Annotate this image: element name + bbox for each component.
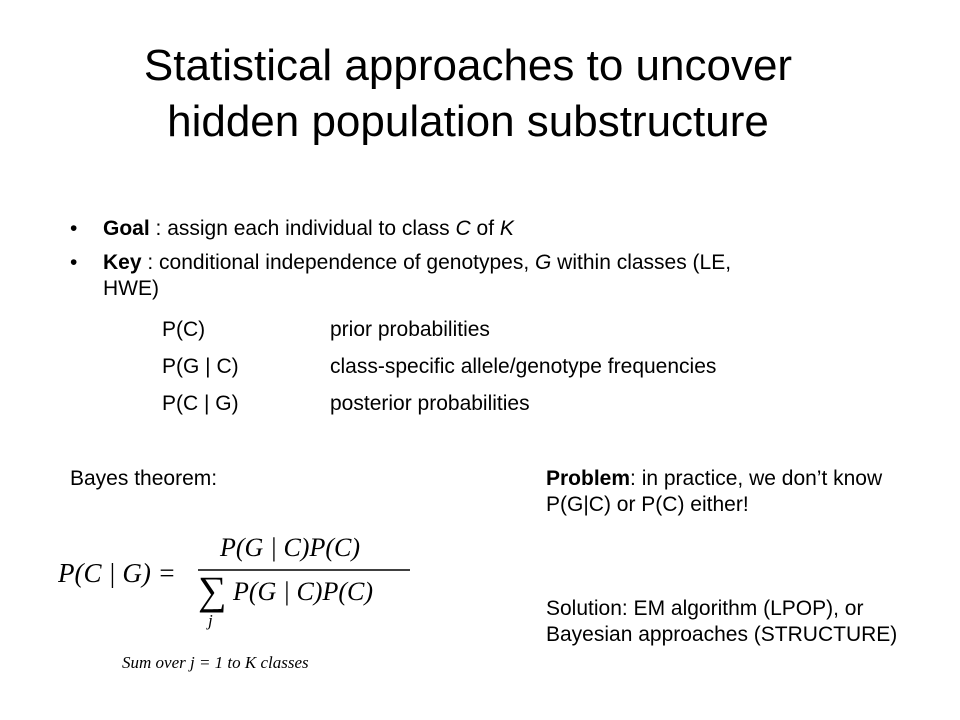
goal-var-k: K	[499, 217, 514, 240]
bullet-dot: •	[70, 217, 78, 240]
bullet-dot: •	[70, 251, 78, 274]
definition-row	[162, 354, 716, 391]
goal-text-b: of	[470, 217, 500, 240]
sum-symbol: ∑	[198, 568, 227, 613]
formula-svg	[58, 522, 418, 632]
slide-title	[0, 38, 936, 150]
definition-desc: class-specific allele/genotype frequencies	[330, 355, 717, 378]
definition-row	[162, 317, 716, 354]
definition-list	[162, 317, 716, 428]
key-var-g: G	[535, 251, 552, 274]
bullet-key	[70, 250, 930, 302]
bullet-goal	[70, 216, 930, 242]
bayes-formula	[58, 522, 418, 632]
definition-term: P(G | C)	[162, 355, 239, 378]
title-line-1: Statistical approaches to uncover	[143, 41, 793, 90]
solution-note: Solution: EM algorithm (LPOP), or Bayesian approaches (STRUCTURE)	[546, 597, 898, 646]
title-line-2: hidden population substructure	[167, 97, 769, 146]
definition-desc: prior probabilities	[330, 318, 490, 341]
problem-note	[546, 466, 906, 518]
key-text-a: : conditional independence of genotypes,	[141, 251, 535, 274]
bayes-label: Bayes theorem:	[70, 467, 218, 490]
sum-index: j	[208, 611, 213, 630]
definition-term: P(C | G)	[162, 392, 239, 415]
definition-row	[162, 391, 716, 428]
definition-desc: posterior probabilities	[330, 392, 530, 415]
goal-var-c: C	[455, 217, 471, 240]
formula-caption: Sum over j = 1 to K classes	[122, 653, 309, 672]
key-text-c: HWE)	[103, 277, 159, 300]
definition-term: P(C)	[162, 318, 206, 341]
bullet-list	[70, 216, 930, 310]
key-text-b: within classes (LE,	[551, 251, 732, 274]
formula-denominator: P(G | C)P(C)	[233, 577, 374, 606]
formula-numerator: P(G | C)P(C)	[220, 533, 361, 562]
problem-label: Problem	[546, 467, 631, 490]
goal-text-a: : assign each individual to class	[149, 217, 456, 240]
goal-label: Goal	[103, 217, 150, 240]
problem-text: : in practice, we don’t know P(G|C) or P(C) either!	[546, 467, 883, 516]
key-label: Key	[103, 251, 142, 274]
formula-lhs: P(C | G) =	[58, 558, 176, 588]
